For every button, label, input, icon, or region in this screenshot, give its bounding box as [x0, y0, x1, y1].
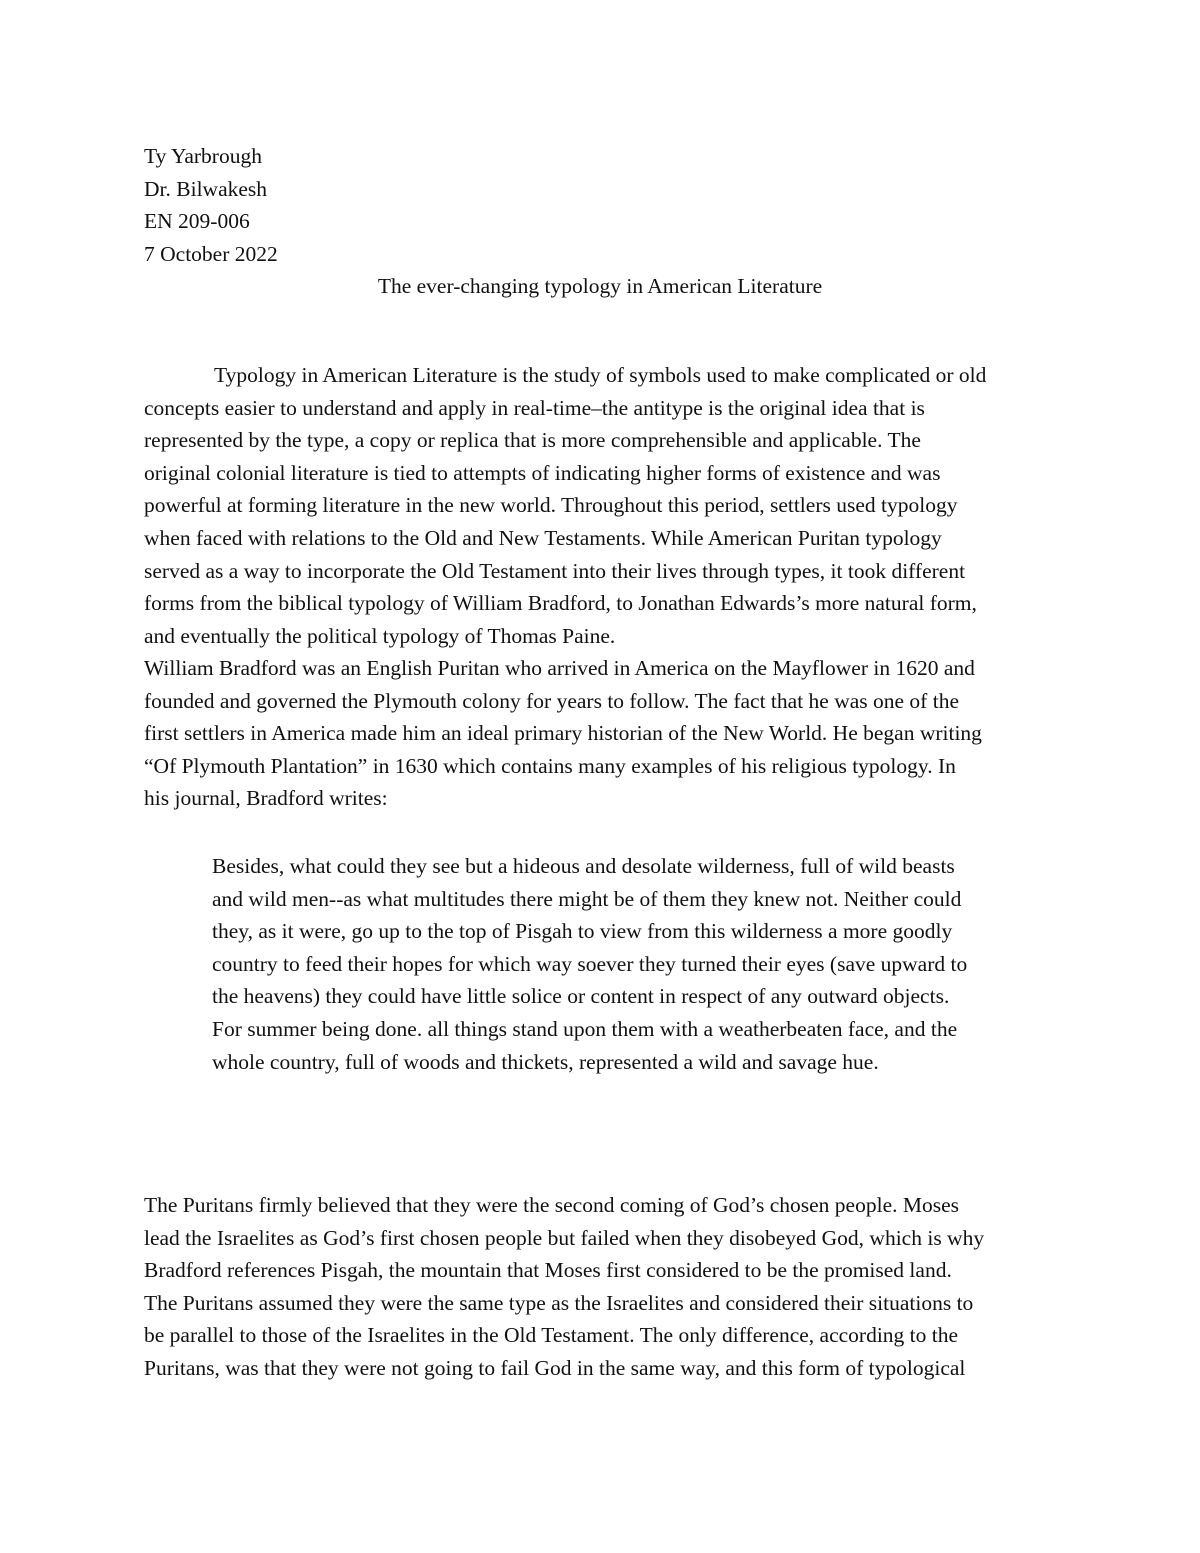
- quote-line: whole country, full of woods and thickets, represented a wild and savage hue.: [212, 1049, 879, 1074]
- text-line: Puritans, was that they were not going to fail God in the same way, and this form of typological: [144, 1355, 966, 1380]
- text-line: Bradford references Pisgah, the mountain that Moses first considered to be the promised land.: [144, 1258, 952, 1283]
- header-block: [144, 140, 1056, 270]
- essay-title: The ever-changing typology in American Literature: [377, 274, 823, 298]
- text-line: when faced with relations to the Old and New Testaments. While American Puritan typology: [144, 525, 942, 550]
- text-line: be parallel to those of the Israelites in the Old Testament. The only difference, according to the: [144, 1323, 959, 1348]
- text-line: lead the Israelites as God’s first chosen people but failed when they disobeyed God, which is why: [144, 1225, 985, 1250]
- text-line: represented by the type, a copy or replica that is more comprehensible and applicable. The: [144, 428, 921, 453]
- text-line: concepts easier to understand and apply in real-time–the antitype is the original idea that is: [144, 395, 925, 420]
- text-line: powerful at forming literature in the new world. Throughout this period, settlers used typology: [144, 493, 958, 518]
- text-line: “Of Plymouth Plantation” in 1630 which contains many examples of his religious typology. In: [144, 753, 956, 778]
- paragraph-1: [144, 359, 1056, 652]
- quote-line: Besides, what could they see but a hideous and desolate wilderness, full of wild beasts: [212, 854, 955, 878]
- quote-line: For summer being done. all things stand upon them with a weatherbeaten face, and the: [212, 1016, 958, 1041]
- text-line: The Puritans assumed they were the same type as the Israelites and considered their situations to: [144, 1290, 974, 1315]
- instructor-name: Dr. Bilwakesh: [144, 176, 268, 201]
- quote-line: they, as it were, go up to the top of Pisgah to view from this wilderness a more goodly: [212, 919, 953, 944]
- text-line: first settlers in America made him an ideal primary historian of the New World. He began writing: [144, 721, 982, 746]
- text-line: founded and governed the Plymouth colony for years to follow. The fact that he was one of the: [144, 688, 959, 713]
- text-line: Typology in American Literature is the study of symbols used to make complicated or old: [214, 363, 987, 387]
- author-name: Ty Yarbrough: [144, 144, 262, 168]
- document-date: 7 October 2022: [144, 241, 278, 266]
- quote-line: and wild men--as what multitudes there might be of them they knew not. Neither could: [212, 886, 962, 911]
- text-line: his journal, Bradford writes:: [144, 786, 388, 811]
- text-line: and eventually the political typology of Thomas Paine.: [144, 623, 616, 648]
- paragraph-3: [144, 1189, 1056, 1385]
- paragraph-2: [144, 652, 1056, 815]
- text-line: original colonial literature is tied to attempts of indicating higher forms of existence and was: [144, 460, 941, 485]
- block-quote: [212, 850, 1056, 1078]
- quote-line: the heavens) they could have little solice or content in respect of any outward objects.: [212, 984, 950, 1009]
- text-line: The Puritans firmly believed that they were the second coming of God’s chosen people. Moses: [144, 1193, 960, 1217]
- text-line: William Bradford was an English Puritan who arrived in America on the Mayflower in 1620 and: [144, 656, 975, 680]
- text-line: served as a way to incorporate the Old Testament into their lives through types, it took different: [144, 558, 966, 583]
- course-code: EN 209-006: [144, 209, 250, 234]
- quote-line: country to feed their hopes for which way soever they turned their eyes (save upward to: [212, 951, 968, 976]
- text-line: forms from the biblical typology of William Bradford, to Jonathan Edwards’s more natural form,: [144, 591, 977, 616]
